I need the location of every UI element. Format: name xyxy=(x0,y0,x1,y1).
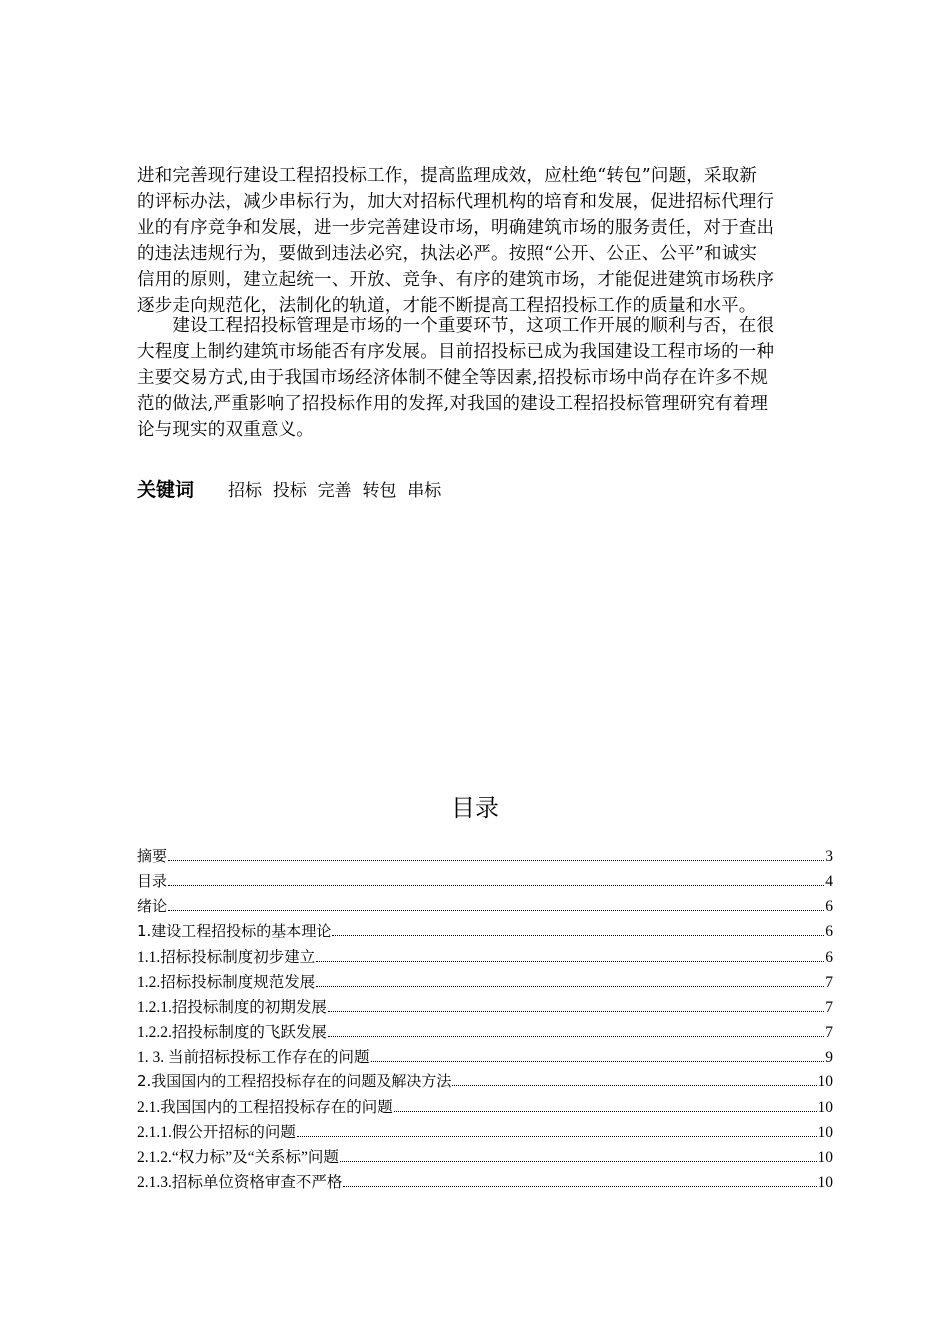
text-line: 论与现实的双重意义。 xyxy=(137,420,314,440)
table-of-contents xyxy=(137,845,833,1195)
text-line: 大程度上制约建筑市场能否有序发展。目前招投标已成为我国建设工程市场的一种 xyxy=(137,342,775,362)
toc-entry[interactable] xyxy=(137,1020,833,1045)
toc-leader-dots xyxy=(452,1084,816,1086)
toc-entry-page: 10 xyxy=(817,1073,833,1090)
text-line: 建设工程招投标管理是市场的一个重要环节，这项工作开展的顺利与否，在很 xyxy=(137,316,775,336)
toc-entry-title: 2.1.2.“权力标”及“关系标”问题 xyxy=(137,1149,339,1166)
toc-entry-title: 1.2.2.招投标制度的飞跃发展 xyxy=(137,1024,327,1041)
toc-leader-dots xyxy=(316,985,824,987)
toc-entry[interactable] xyxy=(137,1095,833,1120)
toc-entry-page: 10 xyxy=(817,1099,833,1116)
toc-leader-dots xyxy=(394,1110,817,1112)
toc-leader-dots xyxy=(316,960,824,962)
abstract-paragraph-2 xyxy=(137,313,831,443)
toc-entry-title: 绪论 xyxy=(137,897,168,915)
toc-leader-dots xyxy=(168,909,824,911)
text-line: 的违法违规行为，要做到违法必究，执法必严。按照“公开、公正、公平”和诚实 xyxy=(137,244,758,264)
toc-leader-dots xyxy=(168,859,824,861)
toc-leader-dots xyxy=(328,1035,824,1037)
toc-entry[interactable] xyxy=(137,995,833,1020)
toc-entry[interactable] xyxy=(137,1120,833,1145)
toc-entry-title: 2.1.我国国内的工程招投标存在的问题 xyxy=(137,1099,393,1116)
toc-entry-title: 摘要 xyxy=(137,847,168,865)
text-line: 的评标办法，减少串标行为，加大对招标代理机构的培育和发展，促进招标代理行 xyxy=(137,192,775,212)
toc-entry-page: 4 xyxy=(825,873,833,890)
toc-entry[interactable] xyxy=(137,870,833,895)
toc-entry-page: 10 xyxy=(817,1149,833,1166)
toc-entry-page: 7 xyxy=(825,999,833,1016)
toc-entry-page: 6 xyxy=(825,898,833,915)
toc-entry[interactable] xyxy=(137,1070,833,1095)
toc-entry-title: 2.1.3.招标单位资格审查不严格 xyxy=(137,1174,343,1191)
toc-entry-page: 9 xyxy=(825,1049,833,1066)
keywords-values: 招标 投标 完善 转包 串标 xyxy=(228,481,442,501)
toc-entry-title: 2.我国国内的工程招投标存在的问题及解决方法 xyxy=(137,1072,452,1090)
abstract-paragraph-1 xyxy=(137,163,831,319)
toc-entry-page: 6 xyxy=(825,949,833,966)
toc-entry-page: 3 xyxy=(825,848,833,865)
toc-entry[interactable] xyxy=(137,895,833,920)
toc-title: 目录 xyxy=(451,794,499,822)
text-line: 业的有序竞争和发展，进一步完善建设市场，明确建筑市场的服务责任，对于查出 xyxy=(137,218,775,238)
toc-entry-title: 2.1.1.假公开招标的问题 xyxy=(137,1124,296,1141)
toc-entry[interactable] xyxy=(137,945,833,970)
toc-leader-dots xyxy=(343,1185,816,1187)
toc-entry-title: 1.建设工程招投标的基本理论 xyxy=(137,922,332,940)
toc-leader-dots xyxy=(328,1010,824,1012)
toc-leader-dots xyxy=(371,1060,825,1062)
toc-entry[interactable] xyxy=(137,845,833,870)
text-line: 主要交易方式,由于我国市场经济体制不健全等因素,招投标市场中尚存在许多不规 xyxy=(137,368,769,388)
text-line: 信用的原则，建立起统一、开放、竞争、有序的建筑市场，才能促进建筑市场秩序 xyxy=(137,270,775,290)
toc-leader-dots xyxy=(332,934,824,936)
toc-entry-page: 10 xyxy=(817,1174,833,1191)
toc-entry[interactable] xyxy=(137,1145,833,1170)
toc-entry-page: 10 xyxy=(817,1124,833,1141)
toc-entry-page: 6 xyxy=(825,923,833,940)
toc-leader-dots xyxy=(340,1160,817,1162)
text-line: 逐步走向规范化，法制化的轨道，才能不断提高工程招投标工作的质量和水平。 xyxy=(137,296,757,316)
text-line: 范的做法,严重影响了招投标作用的发挥,对我国的建设工程招投标管理研究有着理 xyxy=(137,394,769,414)
toc-entry[interactable] xyxy=(137,1170,833,1195)
text-line: 进和完善现行建设工程招投标工作，提高监理成效，应杜绝“转包”问题，采取新 xyxy=(137,166,758,186)
toc-entry-title: 1.1.招标投标制度初步建立 xyxy=(137,949,316,966)
keywords-line xyxy=(137,475,441,505)
toc-entry-title: 1. 3. 当前招标投标工作存在的问题 xyxy=(137,1049,370,1066)
toc-entry-page: 7 xyxy=(825,1024,833,1041)
keywords-label: 关键词 xyxy=(137,479,195,501)
toc-entry[interactable] xyxy=(137,970,833,995)
toc-entry-title: 目录 xyxy=(137,872,168,890)
toc-entry[interactable] xyxy=(137,1045,833,1070)
toc-leader-dots xyxy=(168,884,824,886)
toc-entry-page: 7 xyxy=(825,974,833,991)
toc-leader-dots xyxy=(297,1135,817,1137)
toc-entry[interactable] xyxy=(137,920,833,945)
toc-entry-title: 1.2.1.招投标制度的初期发展 xyxy=(137,999,327,1016)
toc-entry-title: 1.2.招标投标制度规范发展 xyxy=(137,974,316,991)
